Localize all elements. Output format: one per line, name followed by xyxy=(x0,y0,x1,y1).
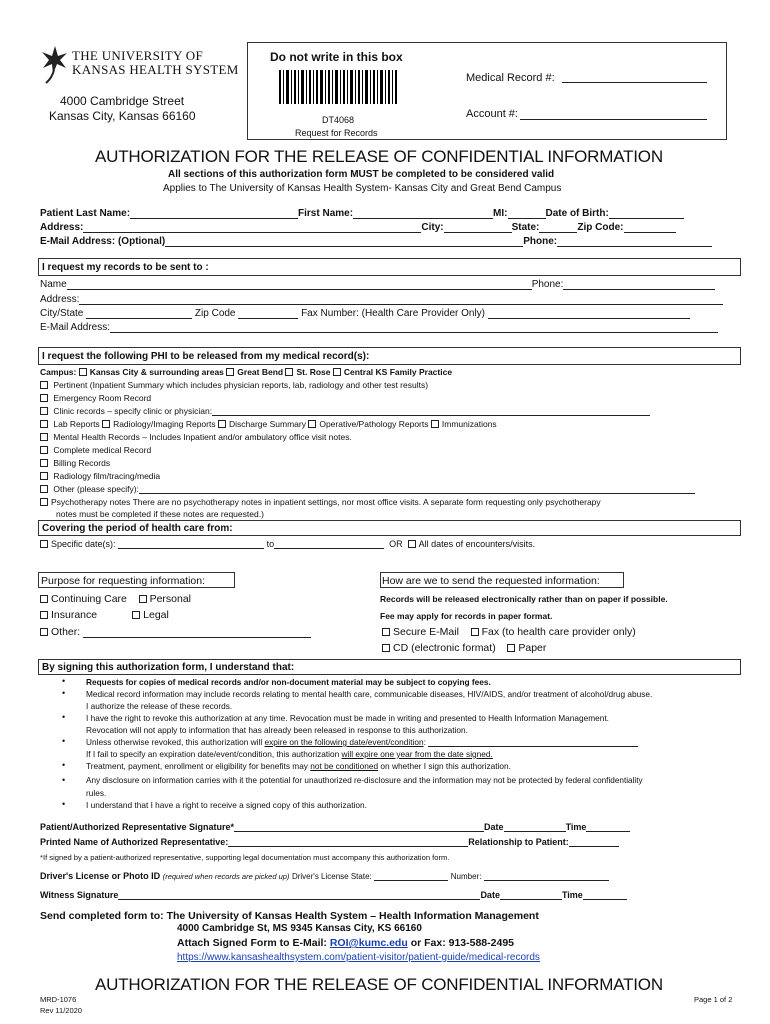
sunflower-logo-icon xyxy=(40,44,70,84)
subtitle-required: All sections of this authorization form MUST be completed to be considered valid xyxy=(168,169,555,180)
address-label: Address: xyxy=(40,222,84,233)
first-name-field[interactable] xyxy=(353,218,493,219)
send-zip-label: Zip Code xyxy=(194,308,236,319)
printed-name-label: Printed Name of Authorized Representative: xyxy=(40,837,229,847)
page-title: AUTHORIZATION FOR THE RELEASE OF CONFIDENTIAL INFORMATION xyxy=(95,147,663,166)
send-cd-label: CD (electronic format) xyxy=(393,642,496,654)
purpose-legal-label: Legal xyxy=(143,609,169,621)
campus-great-bend-checkbox[interactable] xyxy=(226,368,234,376)
send-secure-email-checkbox[interactable] xyxy=(382,628,390,636)
phi-psych-label: Psychotherapy notes There are no psychotherapy notes in inpatient settings, nor most office visits. A separate form requesting only psychotherapy xyxy=(51,497,601,507)
phi-other-checkbox[interactable] xyxy=(40,485,48,493)
form-purpose: Request for Records xyxy=(295,128,378,138)
phi-immunizations-label: Immunizations xyxy=(441,419,497,429)
phi-heading: I request the following PHI to be released from my medical record(s): xyxy=(42,351,370,362)
phi-film-label: Radiology film/tracing/media xyxy=(53,471,161,481)
org-line1: THE UNIVERSITY OF xyxy=(72,48,203,63)
send-name-field[interactable] xyxy=(67,289,532,290)
attach-label: Attach Signed Form to E-Mail: xyxy=(177,937,327,949)
phi-discharge-checkbox[interactable] xyxy=(218,420,226,428)
phi-er-label: Emergency Room Record xyxy=(53,393,152,403)
send-phone-label: Phone: xyxy=(531,279,564,290)
phi-film-checkbox[interactable] xyxy=(40,472,48,480)
send-fax-label: Fax Number: (Health Care Provider Only) xyxy=(301,308,486,319)
understand-b4b-ul: will expire one year from the date signed. xyxy=(341,749,493,759)
state-label: State: xyxy=(511,222,540,233)
dob-field[interactable] xyxy=(609,218,684,219)
medical-record-label: Medical Record #: xyxy=(466,72,555,84)
understand-b6b: rules. xyxy=(86,788,107,798)
account-label: Account #: xyxy=(466,108,518,120)
campus-st-rose-checkbox[interactable] xyxy=(285,368,293,376)
send-address-field[interactable] xyxy=(79,304,723,305)
campus-kc-label: Kansas City & surrounding areas xyxy=(89,367,224,377)
specific-dates-checkbox[interactable] xyxy=(40,540,48,548)
phi-clinic-checkbox[interactable] xyxy=(40,407,48,415)
phi-other-label: Other (please specify): xyxy=(53,484,139,494)
org-line2: KANSAS HEALTH SYSTEM xyxy=(72,62,239,77)
phi-pertinent-label: Pertinent (Inpatient Summary which includes physician reports, lab, radiology and other test results) xyxy=(53,380,429,390)
campus-label: Campus: xyxy=(40,367,77,377)
license-label: Driver's License or Photo ID xyxy=(40,871,161,881)
purpose-insurance-label: Insurance xyxy=(51,609,98,621)
city-field[interactable] xyxy=(444,232,512,233)
phi-clinic-label: Clinic records – specify clinic or physician: xyxy=(53,406,213,416)
send-paper-label: Paper xyxy=(518,642,547,654)
understand-b3a: I have the right to revoke this authorization at any time. Revocation must be made in writing and presented to Health Information Management. xyxy=(86,713,609,723)
relationship-label: Relationship to Patient: xyxy=(468,837,569,847)
phi-mental-label: Mental Health Records – Includes Inpatient and/or ambulatory office visit notes. xyxy=(53,432,352,442)
purpose-continuing-label: Continuing Care xyxy=(51,593,127,605)
understand-b4a: Unless otherwise revoked, this authorization will xyxy=(86,737,263,747)
license-state-field[interactable] xyxy=(374,880,448,881)
purpose-legal-checkbox[interactable] xyxy=(132,611,140,619)
phi-er-checkbox[interactable] xyxy=(40,394,48,402)
first-name-label: First Name: xyxy=(298,208,354,219)
send-address-label: Address: xyxy=(40,294,80,305)
phi-operative-label: Operative/Pathology Reports xyxy=(319,419,429,429)
license-note: (required when records are picked up) xyxy=(162,872,290,881)
purpose-personal-label: Personal xyxy=(149,593,192,605)
printed-name-field[interactable] xyxy=(228,846,468,847)
send-completed-label: Send completed form to: The University of Kansas Health System – Health Information Management xyxy=(40,910,539,922)
signature-time-field[interactable] xyxy=(586,831,630,832)
fax-number: or Fax: 913-588-2495 xyxy=(410,937,515,949)
understand-b2a: Medical record information may include records relating to mental health care, communicable diseases, HIV/AIDS, and/or treatment of alcohol/drug abuse. xyxy=(86,689,653,699)
phi-other-field[interactable] xyxy=(139,493,695,494)
phi-psych-label-2: notes must be completed if these notes are requested.) xyxy=(56,509,264,519)
records-url-link[interactable]: https://www.kansashealthsystem.com/patient-visitor/patient-guide/medical-records xyxy=(177,952,540,963)
roi-email-link[interactable]: ROI@kumc.edu xyxy=(329,937,408,949)
purpose-continuing-checkbox[interactable] xyxy=(40,595,48,603)
send-completed-address: 4000 Cambridge St, MS 9345 Kansas City, KS 66160 xyxy=(177,923,422,934)
subtitle-applies: Applies to The University of Kansas Health System- Kansas City and Great Bend Campus xyxy=(163,183,562,194)
email-field[interactable] xyxy=(165,246,523,247)
all-dates-label: All dates of encounters/visits. xyxy=(418,539,536,549)
all-dates-checkbox[interactable] xyxy=(408,540,416,548)
send-email-field[interactable] xyxy=(110,332,718,333)
send-paper-checkbox[interactable] xyxy=(507,644,515,652)
phi-complete-label: Complete medical Record xyxy=(53,445,152,455)
send-fax-checkbox[interactable] xyxy=(471,628,479,636)
phi-lab-label: Lab Reports xyxy=(53,419,100,429)
witness-date-label: Date xyxy=(480,890,500,900)
phi-psych-checkbox[interactable] xyxy=(40,498,48,506)
send-method-note2: Fee may apply for records in paper format. xyxy=(380,611,553,621)
office-use-title: Do not write in this box xyxy=(270,50,403,64)
mi-label: MI: xyxy=(493,208,508,219)
send-fax-field[interactable] xyxy=(488,318,690,319)
signature-footnote: *If signed by a patient-authorized representative, supporting legal documentation must accompany this authorization form. xyxy=(40,853,450,862)
understand-b5a-end: on whether I sign this authorization. xyxy=(380,761,511,771)
barcode xyxy=(279,70,397,104)
phi-mental-checkbox[interactable] xyxy=(40,433,48,441)
send-method-heading: How are we to send the requested information: xyxy=(382,575,600,587)
send-city-state-label: City/State xyxy=(40,308,84,319)
or-label: OR xyxy=(389,539,403,549)
understand-b1: Requests for copies of medical records and/or non-document material may be subject to copying fees. xyxy=(86,677,491,687)
purpose-personal-checkbox[interactable] xyxy=(139,595,147,603)
phi-radiology-checkbox[interactable] xyxy=(102,420,110,428)
campus-great-bend-label: Great Bend xyxy=(237,367,284,377)
footer-rev: Rev 11/2020 xyxy=(40,1006,82,1015)
phone-label: Phone: xyxy=(523,236,558,247)
purpose-insurance-checkbox[interactable] xyxy=(40,611,48,619)
relationship-field[interactable] xyxy=(569,846,619,847)
understand-b7: I understand that I have a right to receive a signed copy of this authorization. xyxy=(86,800,367,810)
footer-code: MRD-1076 xyxy=(40,995,77,1004)
witness-label: Witness Signature xyxy=(40,890,119,900)
witness-time-label: Time xyxy=(561,890,583,900)
understand-b4b: If I fail to specify an expiration date/event/condition, this authorization xyxy=(86,749,340,759)
witness-field[interactable] xyxy=(118,899,480,900)
license-number-field[interactable] xyxy=(484,880,609,881)
purpose-other-checkbox[interactable] xyxy=(40,628,48,636)
expiration-field[interactable] xyxy=(428,746,638,747)
city-label: City: xyxy=(421,222,444,233)
understand-b5a: Treatment, payment, enrollment or eligibility for benefits may xyxy=(86,761,308,771)
phi-pertinent-checkbox[interactable] xyxy=(40,381,48,389)
witness-time-field[interactable] xyxy=(583,899,627,900)
signature-field[interactable] xyxy=(234,831,484,832)
page-number: Page 1 of 2 xyxy=(694,995,733,1004)
phi-clinic-field[interactable] xyxy=(212,415,650,416)
footer-title: AUTHORIZATION FOR THE RELEASE OF CONFIDENTIAL INFORMATION xyxy=(95,975,663,994)
understand-b3b: Revocation will not apply to information that has already been released in response to this authorization. xyxy=(86,725,468,735)
signature-time-label: Time xyxy=(565,822,587,832)
address-field[interactable] xyxy=(83,232,421,233)
address-line2: Kansas City, Kansas 66160 xyxy=(49,109,196,123)
signature-label: Patient/Authorized Representative Signature* xyxy=(40,822,235,832)
period-heading: Covering the period of health care from: xyxy=(42,523,233,534)
phi-radiology-label: Radiology/Imaging Reports xyxy=(113,419,216,429)
campus-st-rose-label: St. Rose xyxy=(296,367,331,377)
send-email-label: E-Mail Address: xyxy=(40,322,111,333)
purpose-other-field[interactable] xyxy=(83,637,311,638)
understand-b6a: Any disclosure on information carries with it the potential for unauthorized re-disclosure and the information may not be protected by federal confidentiality xyxy=(86,776,643,785)
understand-b4a-ul: expire on the following date/event/condition xyxy=(264,737,424,747)
send-to-heading: I request my records to be sent to : xyxy=(42,262,209,273)
patient-last-name-label: Patient Last Name: xyxy=(40,208,131,219)
logo xyxy=(40,44,239,88)
phi-discharge-label: Discharge Summary xyxy=(228,419,306,429)
email-label: E-Mail Address: (Optional) xyxy=(40,236,166,247)
phi-immunizations-checkbox[interactable] xyxy=(431,420,439,428)
phi-billing-checkbox[interactable] xyxy=(40,459,48,467)
campus-kc-checkbox[interactable] xyxy=(79,368,87,376)
zip-label: Zip Code: xyxy=(577,222,624,233)
send-phone-field[interactable] xyxy=(563,289,715,290)
phi-complete-checkbox[interactable] xyxy=(40,446,48,454)
phi-billing-label: Billing Records xyxy=(53,458,111,468)
send-city-state-field[interactable] xyxy=(86,318,192,319)
date-from-field[interactable] xyxy=(118,548,264,549)
send-method-note1: Records will be released electronically rather than on paper if possible. xyxy=(380,594,668,604)
signature-date-field[interactable] xyxy=(504,831,566,832)
mi-field[interactable] xyxy=(508,218,546,219)
send-secure-email-label: Secure E-Mail xyxy=(393,626,459,638)
license-number-label: Number: xyxy=(450,872,482,881)
understand-b2b: I authorize the release of these records. xyxy=(86,701,233,711)
send-fax-option-label: Fax (to health care provider only) xyxy=(481,626,636,638)
campus-central-ks-checkbox[interactable] xyxy=(333,368,341,376)
signature-date-label: Date xyxy=(484,822,504,832)
form-code: DT4068 xyxy=(322,115,355,125)
dob-label: Date of Birth: xyxy=(545,208,609,219)
date-to-field[interactable] xyxy=(274,548,384,549)
send-name-label: Name xyxy=(40,279,67,290)
zip-field[interactable] xyxy=(624,232,676,233)
address-line1: 4000 Cambridge Street xyxy=(60,94,185,108)
phone-field[interactable] xyxy=(557,246,712,247)
phi-lab-checkbox[interactable] xyxy=(40,420,48,428)
campus-central-ks-label: Central KS Family Practice xyxy=(343,367,453,377)
purpose-heading: Purpose for requesting information: xyxy=(41,575,206,587)
send-zip-field[interactable] xyxy=(238,318,298,319)
purpose-other-label: Other: xyxy=(51,626,81,638)
to-label: to xyxy=(266,539,275,549)
understand-heading: By signing this authorization form, I understand that: xyxy=(42,662,295,673)
phi-operative-checkbox[interactable] xyxy=(308,420,316,428)
send-cd-checkbox[interactable] xyxy=(382,644,390,652)
license-state-label: Driver's License State: xyxy=(291,872,372,881)
witness-date-field[interactable] xyxy=(500,899,562,900)
state-field[interactable] xyxy=(539,232,577,233)
specific-dates-label: Specific date(s): xyxy=(51,539,116,549)
patient-last-name-field[interactable] xyxy=(130,218,298,219)
understand-b5a-ul: not be conditioned xyxy=(310,761,379,771)
